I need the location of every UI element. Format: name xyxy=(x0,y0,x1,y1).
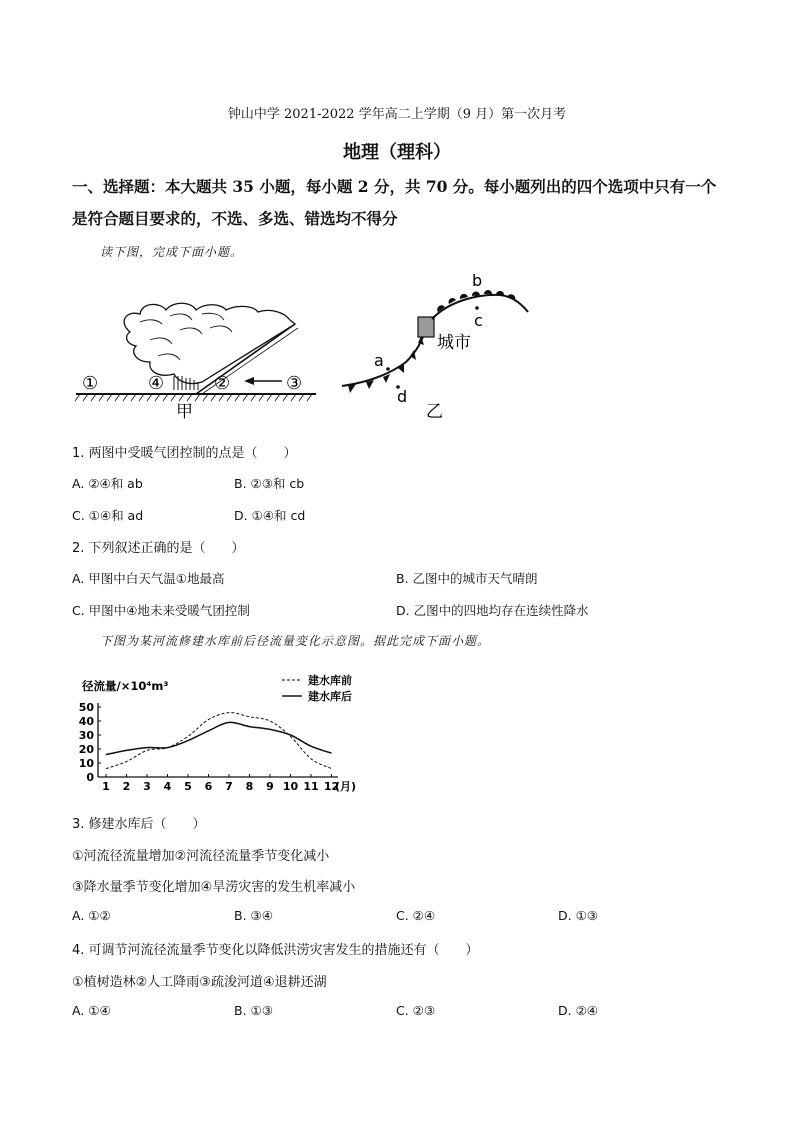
point-a: a xyxy=(374,351,384,370)
exam-title: 钟山中学 2021-2022 学年高二上学期（9 月）第一次月考 xyxy=(227,107,567,122)
y-tick-label: 30 xyxy=(78,729,94,742)
cloud-shape xyxy=(124,303,295,383)
yi-caption: 乙 xyxy=(426,402,443,422)
section-instructions-line2: 是符合题目要求的，不选、多选、错选均不得分 xyxy=(72,209,398,228)
point-c: c xyxy=(474,311,483,330)
runoff-chart xyxy=(70,668,370,798)
x-tick-label: 12 xyxy=(323,780,340,793)
q3-statement-2: ③降水量季节变化增加④旱涝灾害的发生机率减小 xyxy=(72,880,356,895)
x-tick-label: 11 xyxy=(303,780,319,793)
jia-label-4: ④ xyxy=(148,373,165,394)
q2-option-b[interactable]: B. 乙图中的城市天气晴朗 xyxy=(396,571,538,586)
x-tick-label: 4 xyxy=(163,780,172,793)
x-tick-label: 9 xyxy=(266,780,274,793)
q4-option-c[interactable]: C. ②③ xyxy=(396,1003,436,1018)
q2-option-d[interactable]: D. 乙图中的四地均存在连续性降水 xyxy=(396,603,589,618)
point-d: d xyxy=(397,387,408,406)
q3-option-d[interactable]: D. ①③ xyxy=(558,908,598,923)
section-instructions-line1: 一、选择题：本大题共 35 小题，每小题 2 分，共 70 分。每小题列出的四个选项中只有一个 xyxy=(72,177,717,196)
q4-option-a[interactable]: A. ①④ xyxy=(72,1003,111,1018)
series-before-line xyxy=(106,713,332,769)
y-axis-label: 径流量/×10⁴m³ xyxy=(82,679,169,693)
jia-label-3: ③ xyxy=(286,373,303,394)
y-tick-label: 50 xyxy=(78,701,94,714)
jia-label-1: ① xyxy=(82,373,99,394)
y-tick-label: 40 xyxy=(78,715,94,728)
q4-stem: 4. 可调节河流径流量季节变化以降低洪涝灾害发生的措施还有（ ） xyxy=(72,943,479,958)
legend-label: 建水库后 xyxy=(308,690,352,703)
point-b: b xyxy=(472,271,483,290)
figure1-intro: 读下图，完成下面小题。 xyxy=(100,245,244,259)
x-tick-label: 8 xyxy=(245,780,254,793)
q1-option-c[interactable]: C. ①④和 ad xyxy=(72,508,144,523)
x-tick-label: 7 xyxy=(225,780,233,793)
city-label: 城市 xyxy=(437,333,471,353)
q4-option-d[interactable]: D. ②④ xyxy=(558,1003,598,1018)
q3-option-b[interactable]: B. ③④ xyxy=(234,908,273,923)
x-tick-label: 10 xyxy=(282,780,299,793)
q3-option-a[interactable]: A. ①② xyxy=(72,908,111,923)
q2-stem: 2. 下列叙述正确的是（ ） xyxy=(72,541,245,556)
arrowhead-icon xyxy=(244,377,254,385)
subject-title: 地理（理科） xyxy=(343,142,451,163)
x-tick-label: 1 xyxy=(102,780,110,793)
x-tick-label: 2 xyxy=(122,780,131,793)
q3-statement-1: ①河流径流量增加②河流径流量季节变化减小 xyxy=(72,849,330,864)
city-marker xyxy=(418,317,434,337)
cold-front-triangles xyxy=(348,336,424,393)
q1-option-d[interactable]: D. ①④和 cd xyxy=(234,508,306,523)
jia-caption: 甲 xyxy=(176,402,193,422)
figure2-intro: 下图为某河流修建水库前后径流量变化示意图。据此完成下面小题。 xyxy=(100,634,491,648)
diagram-jia xyxy=(75,303,316,422)
y-tick-label: 10 xyxy=(78,757,94,770)
x-axis-label: (月) xyxy=(334,780,357,793)
q3-option-c[interactable]: C. ②④ xyxy=(396,908,436,923)
y-tick-label: 20 xyxy=(78,743,94,756)
x-tick-label: 3 xyxy=(143,780,151,793)
x-tick-label: 5 xyxy=(184,780,192,793)
q4-statement: ①植树造林②人工降雨③疏浚河道④退耕还湖 xyxy=(72,975,327,990)
jia-label-2: ② xyxy=(214,373,231,394)
q1-stem: 1. 两图中受暖气团控制的点是（ ） xyxy=(72,446,297,461)
y-tick-label: 0 xyxy=(86,771,94,784)
x-tick-label: 6 xyxy=(204,780,213,793)
q4-option-b[interactable]: B. ①③ xyxy=(234,1003,273,1018)
q1-option-a[interactable]: A. ②④和 ab xyxy=(72,476,143,491)
diagram-yi xyxy=(342,271,528,422)
front-diagram xyxy=(70,262,540,427)
q3-stem: 3. 修建水库后（ ） xyxy=(72,817,206,832)
q1-option-b[interactable]: B. ②③和 cb xyxy=(234,476,305,491)
q2-option-c[interactable]: C. 甲图中④地未来受暖气团控制 xyxy=(72,603,250,618)
series-after-line xyxy=(106,722,332,754)
q2-option-a[interactable]: A. 甲图中白天气温①地最高 xyxy=(72,571,225,586)
legend-label: 建水库前 xyxy=(308,674,352,687)
